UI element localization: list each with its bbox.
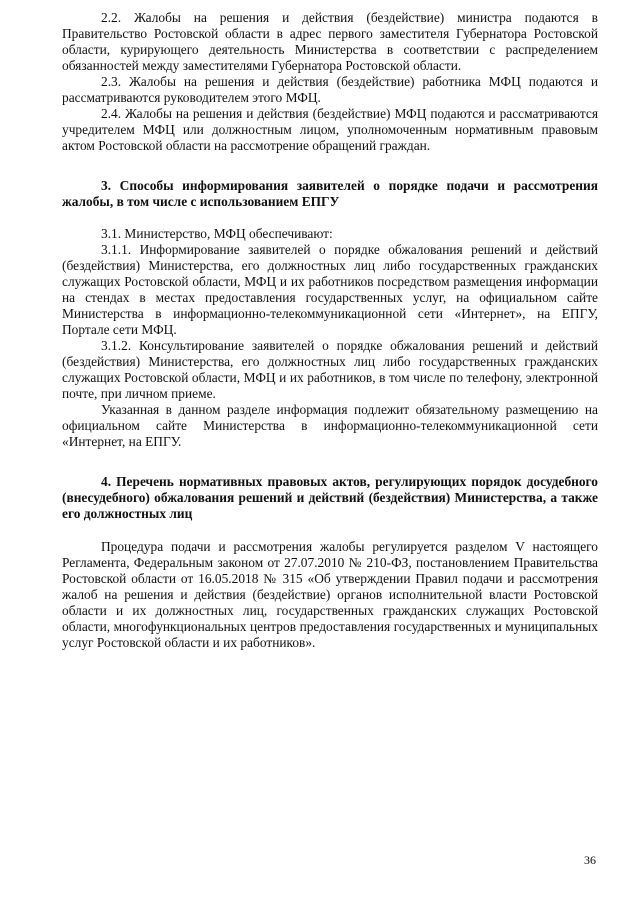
paragraph-3-1-1: 3.1.1. Информирование заявителей о порядке обжалования решений и действий (бездействия) Министерства, его должностных лиц либо государственных гражданских служащих Ростовской области, МФЦ и их работников посредством размещения информации на стендах в местах предоставления государственных услуг, на официальном сайте Министерства в информационно-телекоммуникационной сети «Интернет», на ЕПГУ, Портале сети МФЦ. (62, 242, 598, 337)
paragraph-3-1: 3.1. Министерство, МФЦ обеспечивают: (101, 226, 333, 241)
paragraph-2-4: 2.4. Жалобы на решения и действия (бездействие) МФЦ подаются и рассматриваются учредителем МФЦ или должностным лицом, уполномоченным нормативным правовым актом Ростовской области на рассмотрение обращений граждан. (62, 106, 598, 153)
paragraph-info-placement: Указанная в данном разделе информация подлежит обязательному размещению на официальном сайте Министерства в информационно-телекоммуникационной сети «Интернет, на ЕПГУ. (62, 402, 598, 449)
paragraph-4-procedure: Процедура подачи и рассмотрения жалобы регулируется разделом V настоящего Регламента, Федеральным законом от 27.07.2010 № 210-ФЗ, постановлением Правительства Ростовской области от 16.05.2018 № 315 «Об утверждении Правил подачи и рассмотрения жалоб на решения и действия (бездействие) органов исполнительной власти Ростовской области и их должностных лиц, государственных гражданских служащих Ростовской области, многофункциональных центров предоставления государственных и муниципальных услуг Ростовской области и их работников». (62, 539, 598, 650)
paragraph-3-1-2: 3.1.2. Консультирование заявителей о порядке обжалования решений и действий (бездействия) Министерства, его должностных лиц либо государственных гражданских служащих Ростовской области, МФЦ и их работников, в том числе по телефону, электронной почте, при личном приеме. (62, 338, 598, 401)
section-3-heading: 3. Способы информирования заявителей о порядке подачи и рассмотрения жалобы, в том числе с использованием ЕПГУ (62, 178, 598, 209)
paragraph-2-3: 2.3. Жалобы на решения и действия (бездействие) работника МФЦ подаются и рассматриваются руководителем этого МФЦ. (62, 74, 598, 105)
page-number: 36 (584, 853, 596, 867)
section-4-heading: 4. Перечень нормативных правовых актов, регулирующих порядок досудебного (внесудебного) обжалования решений и действий (бездействия) Министерства, а также его должностных лиц (62, 474, 598, 521)
paragraph-2-2: 2.2. Жалобы на решения и действия (бездействие) министра подаются в Правительство Ростовской области в адрес первого заместителя Губернатора Ростовской области, курирующего деятельность Министерства в соответствии с распределением обязанностей между заместителями Губернатора Ростовской области. (62, 10, 598, 73)
document-page (62, 10, 598, 651)
